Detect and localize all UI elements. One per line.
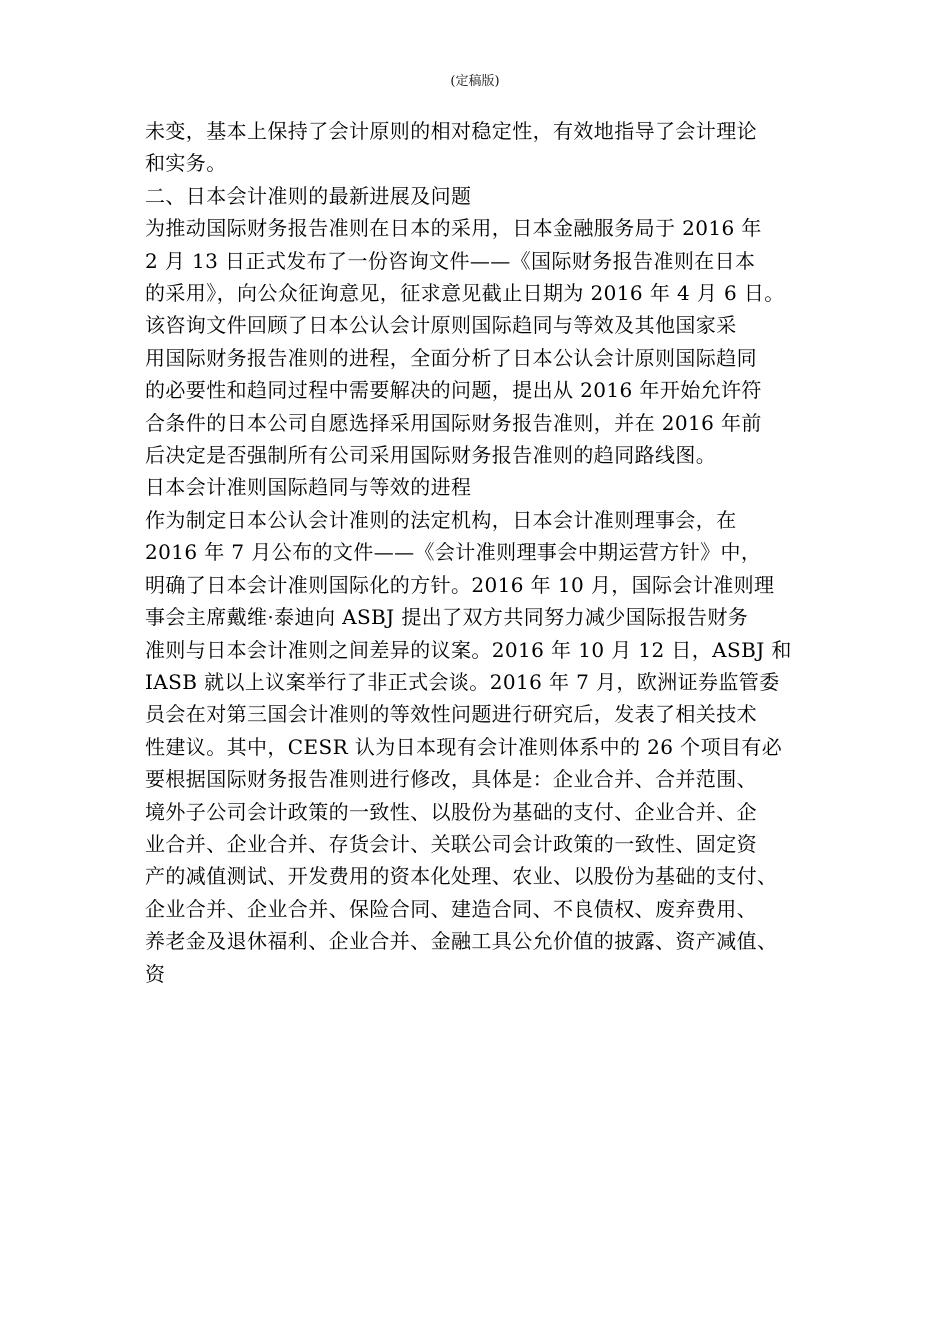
text-line: 性建议。其中，CESR 认为日本现有会计准则体系中的 26 个项目有必 <box>145 734 783 759</box>
text-line: 资 <box>145 961 166 986</box>
page-header: (定稿版) <box>450 74 500 89</box>
text-line: 该咨询文件回顾了日本公认会计原则国际趋同与等效及其他国家采 <box>145 313 737 338</box>
text-line: 准则与日本会计准则之间差异的议案。2016 年 10 月 12 日，ASBJ 和 <box>145 637 792 662</box>
text-line: 企业合并、企业合并、保险合同、建造合同、不良债权、废弃费用、 <box>145 896 757 921</box>
subsection-heading: 日本会计准则国际趋同与等效的进程 <box>145 475 472 500</box>
text-line: IASB 就以上议案举行了非正式会谈。2016 年 7 月，欧洲证券监管委 <box>145 669 780 694</box>
text-line: 2016 年 7 月公布的文件——《会计准则理事会中期运营方针》中， <box>145 540 762 565</box>
text-line: 的必要性和趋同过程中需要解决的问题，提出从 2016 年开始允许符 <box>145 378 762 403</box>
text-line: 和实务。 <box>145 151 227 176</box>
text-line: 要根据国际财务报告准则进行修改，具体是：企业合并、合并范围、 <box>145 767 757 792</box>
text-line: 产的减值测试、开发费用的资本化处理、农业、以股份为基础的支付、 <box>145 864 778 889</box>
text-line: 养老金及退休福利、企业合并、金融工具公允价值的披露、资产减值、 <box>145 929 778 954</box>
text-line: 作为制定日本公认会计准则的法定机构，日本会计准则理事会，在 <box>145 507 737 532</box>
text-line: 事会主席戴维·泰迪向 ASBJ 提出了双方共同努力减少国际报告财务 <box>145 605 749 630</box>
text-line: 未变，基本上保持了会计原则的相对稳定性，有效地指导了会计理论 <box>145 119 757 143</box>
text-line: 合条件的日本公司自愿选择采用国际财务报告准则，并在 2016 年前 <box>145 410 762 435</box>
text-line: 用国际财务报告准则的进程，全面分析了日本公认会计原则国际趋同 <box>145 345 757 370</box>
section-heading: 二、日本会计准则的最新进展及问题 <box>145 183 472 208</box>
text-line: 境外子公司会计政策的一致性、以股份为基础的支付、企业合并、企 <box>145 799 757 824</box>
text-line: 的采用》，向公众征询意见，征求意见截止日期为 2016 年 4 月 6 日。 <box>145 281 785 306</box>
text-line: 2 月 13 日正式发布了一份咨询文件——《国际财务报告准则在日本 <box>145 248 756 273</box>
text-line: 业合并、企业合并、存货会计、关联公司会计政策的一致性、固定资 <box>145 831 757 856</box>
text-line: 明确了日本会计准则国际化的方针。2016 年 10 月，国际会计准则理 <box>145 572 775 597</box>
document-body <box>145 115 815 990</box>
text-line: 为推动国际财务报告准则在日本的采用，日本金融服务局于 2016 年 <box>145 216 762 241</box>
text-line: 后决定是否强制所有公司采用国际财务报告准则的趋同路线图。 <box>145 443 717 468</box>
text-line: 员会在对第三国会计准则的等效性问题进行研究后，发表了相关技术 <box>145 702 757 727</box>
